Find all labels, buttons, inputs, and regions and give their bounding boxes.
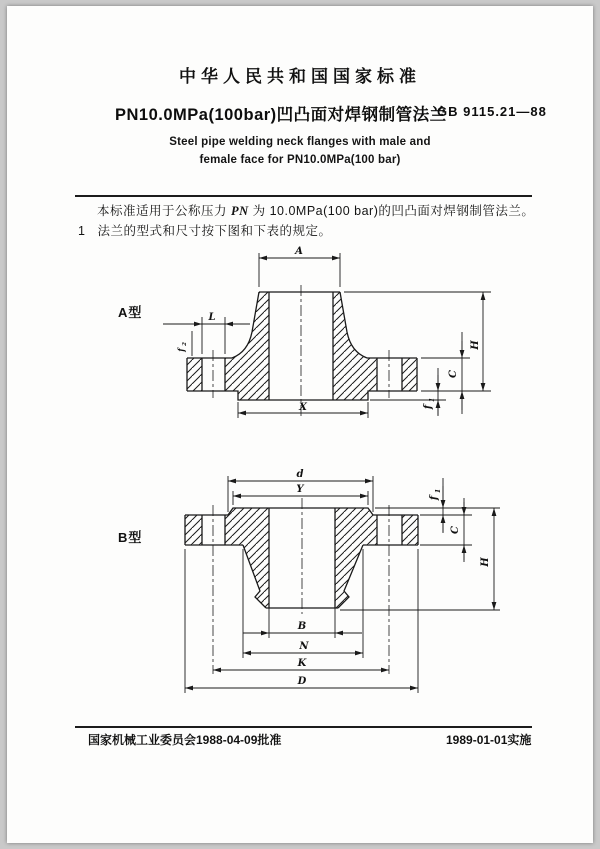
- type-b-dim-labels: [296, 469, 491, 687]
- dim-label-a: A: [295, 246, 303, 257]
- national-standard-heading: 中华人民共和国国家标准: [179, 67, 421, 86]
- dim-label-c: C: [450, 526, 461, 534]
- implementation-date: 1989-01-01实施: [446, 733, 532, 747]
- clause-1: [78, 221, 331, 239]
- dim-label-f1: f: [429, 495, 440, 501]
- clause-1-number: 1: [78, 224, 86, 238]
- dim-label-f2: f: [176, 348, 186, 352]
- dim-label-f1-subscript: 1: [434, 488, 442, 494]
- english-title-line2: female face for PN10.0MPa(100 bar): [199, 154, 401, 166]
- dim-label-k: K: [297, 658, 307, 669]
- scope-text-prefix: 本标准适用于公称压力: [97, 204, 231, 218]
- dim-label-dd: D: [297, 676, 307, 687]
- dim-label-h: H: [470, 340, 481, 350]
- dim-label-y: Y: [296, 484, 304, 495]
- type-a-dim-labels: [176, 246, 481, 413]
- type-a-outline: [187, 292, 417, 400]
- standard-code: GB 9115.21—88: [437, 104, 547, 119]
- dim-label-b: B: [297, 621, 307, 632]
- type-a-hatching: [187, 292, 417, 400]
- type-a-dimensions: [163, 253, 491, 418]
- approval-note: 国家机械工业委员会1988-04-09批准: [88, 733, 282, 747]
- dim-label-f2-subscript: 2: [182, 342, 188, 346]
- page-title: PN10.0MPa(100bar)凹凸面对焊钢制管法兰: [115, 106, 447, 124]
- dim-label-l: L: [208, 312, 216, 323]
- dim-label-x: X: [299, 402, 307, 413]
- type-b-outline: [185, 508, 418, 608]
- dim-label-f1: f: [423, 404, 434, 410]
- type-b-label: B型: [118, 530, 143, 545]
- dim-label-f1-subscript: 1: [428, 397, 436, 403]
- dim-label-n: N: [299, 641, 309, 652]
- type-b-hatching: [185, 508, 418, 608]
- header-divider: [75, 195, 532, 197]
- dim-label-c: C: [448, 370, 459, 378]
- type-a-drawing: [140, 240, 510, 430]
- scope-text-suffix: 为 10.0MPa(100 bar)的凹凸面对焊钢制管法兰。: [248, 204, 535, 218]
- pn-symbol: PN: [230, 204, 249, 218]
- clause-1-text: 法兰的型式和尺寸按下图和下表的规定。: [97, 224, 332, 238]
- footer-divider: [75, 726, 532, 728]
- scope-paragraph: [97, 201, 534, 219]
- type-a-label: A型: [118, 305, 143, 320]
- english-title-line1: Steel pipe welding neck flanges with male and: [169, 136, 431, 148]
- dim-label-h: H: [480, 557, 491, 567]
- dim-label-d: d: [296, 469, 304, 480]
- type-b-drawing: [140, 448, 520, 703]
